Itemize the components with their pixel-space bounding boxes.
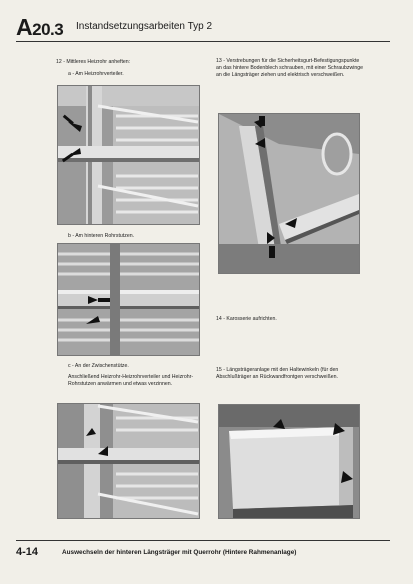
photo-seatbelt-bracing [218,113,360,274]
step-15-text: 15 - Längsträgeranlage mit den Haltewinkeln (für den Abschlußträger an Rückwandfrontgen verschweißen. [216,367,339,380]
step-12-text: 12 - Mittleres Heizrohr anheften: [56,59,131,65]
section-code: A20.3 [16,14,64,40]
page-title: Instandsetzungsarbeiten Typ 2 [76,21,213,32]
header-divider [16,41,390,42]
footer-divider [16,540,390,541]
page-number: 4-14 [16,546,39,558]
step-12b-text: b - Am hinteren Rohrstutzen. [68,233,135,239]
step-12a-text: a - Am Heizrohrverteiler. [68,71,124,77]
step-13-text: 13 - Verstrebungen für die Sicherheitsgurt-Befestigungspunkte an das hintere Bodenblech schrauben, mit einer Schraubzwinge an die Längsträger ziehen und elektrisch verschweißen. [216,58,364,78]
photo-heater-pipe-distributor [57,85,200,225]
step-12c-text: c - An der Zwischenstütze. [68,363,129,369]
step-12c-note: Anschließend Heizrohr-Heizrohrverteiler und Heizrohr-Rohrstutzen anwärmen und etwas verzinnen. [68,374,194,387]
photo-longitudinal-member-brackets [218,404,360,519]
photo-intermediate-support [57,403,200,519]
photo-rear-pipe-socket [57,243,200,356]
step-14-text: 14 - Karosserie aufrichten. [216,316,277,322]
footer-title: Auswechseln der hinteren Längsträger mit Querrohr (Hintere Rahmenanlage) [62,549,297,556]
